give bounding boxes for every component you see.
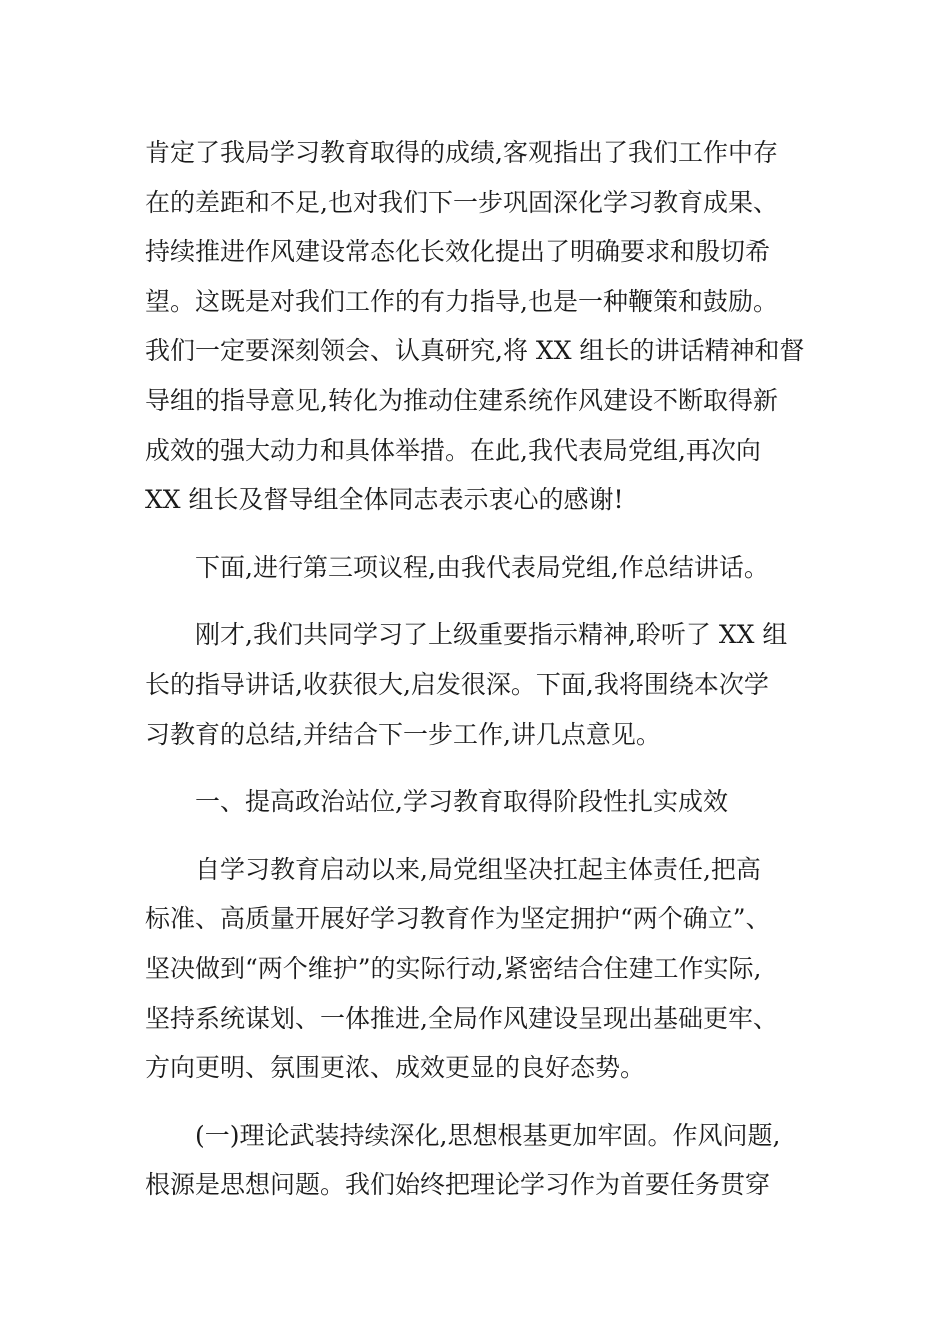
text-line: 下面,进行第三项议程,由我代表局党组,作总结讲话。 bbox=[195, 552, 769, 582]
text-line: 标准、高质量开展好学习教育作为坚定拥护“两个确立”、 bbox=[145, 904, 771, 934]
paragraph-intro bbox=[145, 610, 815, 759]
paragraph-body bbox=[145, 845, 815, 1093]
text-line: 在的差距和不足,也对我们下一步巩固深化学习教育成果、 bbox=[145, 187, 778, 217]
text-line: 刚才,我们共同学习了上级重要指示精神,聆听了 XX 组 bbox=[195, 620, 788, 650]
text-line: (一)理论武装持续深化,思想根基更加牢固。作风问题, bbox=[195, 1120, 781, 1150]
text-line: 自学习教育启动以来,局党组坚决扛起主体责任,把高 bbox=[195, 854, 761, 884]
text-line: 坚持系统谋划、一体推进,全局作风建设呈现出基础更牢、 bbox=[145, 1003, 778, 1033]
text-line: 一、提高政治站位,学习教育取得阶段性扎实成效 bbox=[195, 787, 728, 817]
paragraph-continuation bbox=[145, 128, 815, 525]
paragraph-agenda bbox=[145, 543, 815, 593]
text-line: 长的指导讲话,收获很大,启发很深。下面,我将围绕本次学 bbox=[145, 669, 769, 699]
text-line: XX 组长及督导组全体同志表示衷心的感谢! bbox=[145, 485, 624, 515]
text-line: 持续推进作风建设常态化长效化提出了明确要求和殷切希 bbox=[145, 237, 771, 267]
section-heading bbox=[145, 777, 815, 827]
text-line: 方向更明、氛围更浓、成效更显的良好态势。 bbox=[145, 1053, 646, 1083]
text-line: 肯定了我局学习教育取得的成绩,客观指出了我们工作中存 bbox=[145, 138, 778, 167]
subsection-paragraph bbox=[145, 1111, 815, 1210]
text-line: 我们一定要深刻领会、认真研究,将 XX 组长的讲话精神和督 bbox=[145, 336, 805, 366]
text-line: 成效的强大动力和具体举措。在此,我代表局党组,再次向 bbox=[145, 435, 761, 465]
text-line: 根源是思想问题。我们始终把理论学习作为首要任务贯穿 bbox=[145, 1170, 771, 1200]
text-line: 望。这既是对我们工作的有力指导,也是一种鞭策和鼓励。 bbox=[145, 286, 778, 316]
document-page bbox=[145, 128, 815, 1210]
text-line: 导组的指导意见,转化为推动住建系统作风建设不断取得新 bbox=[145, 385, 778, 415]
text-line: 习教育的总结,并结合下一步工作,讲几点意见。 bbox=[145, 719, 661, 749]
text-line: 坚决做到“两个维护”的实际行动,紧密结合住建工作实际, bbox=[145, 953, 762, 983]
